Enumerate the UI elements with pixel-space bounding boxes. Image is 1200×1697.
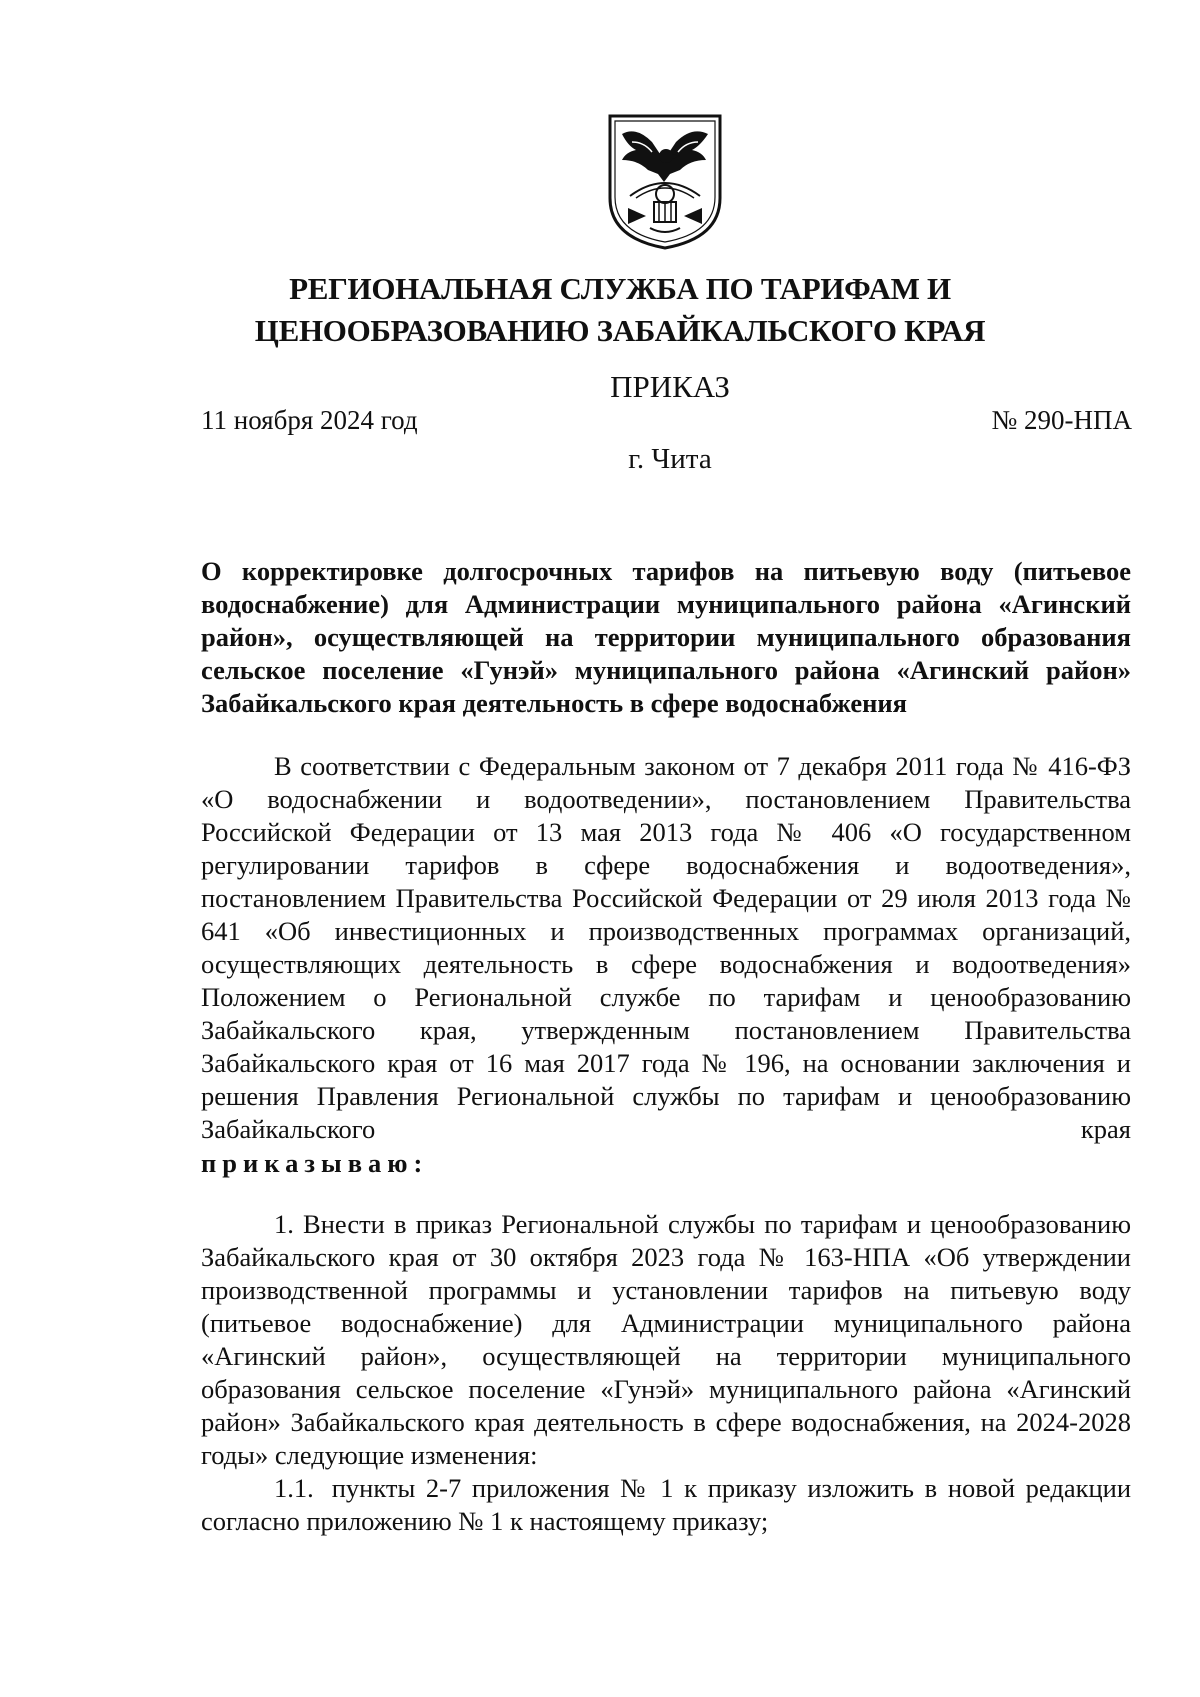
preamble-paragraph: В соответствии с Федеральным законом от 7 декабря 2011 года № 416-ФЗ «О водоснабжении и водоотведении», постановлением Правительства Российской Федерации от 13 мая 2013 года № 406 «О государственном регулировании тарифов в сфере водоснабжения и водоотведения», постановлением Правительства Российской Федерации от 29 июля 2013 года № 641 «Об инвестиционных и производственных программах организаций, осуществляющих деятельность в сфере водоснабжения и водоотведения» Положением о Региональной службе по тарифам и ценообразованию Забайкальского края, утвержденным постановлением Правительства Забайкальского края от 16 мая 2017 года № 196, на основании заключения и решения Правления Региональной службы по тарифам и ценообразованию Забайкальского края [201, 751, 1131, 1144]
coat-of-arms-emblem [606, 112, 724, 252]
document-subject: О корректировке долгосрочных тарифов на питьевую воду (питьевое водоснабжение) для Администрации муниципального района «Агинский район», осуществляющей на территории муниципального образования сельское поселение «Гунэй» муниципального района «Агинский район» Забайкальского края деятельность в сфере водоснабжения [201, 556, 1131, 718]
item-1-1-number: 1.1. [274, 1473, 314, 1503]
item-1-paragraph: 1. Внести в приказ Региональной службы по тарифам и ценообразованию Забайкальского края от 30 октября 2023 года № 163-НПА «Об утверждении производственной программы и установлении тарифов на питьевую воду (питьевое водоснабжение) для Администрации муниципального района «Агинский район», осуществляющей на территории муниципального образования сельское поселение «Гунэй» муниципального района «Агинский район» Забайкальского края деятельность в сфере водоснабжения, на 2024-2028 годы» следующие изменения: [201, 1209, 1131, 1470]
document-date: 11 ноября 2024 год [201, 405, 418, 435]
agency-title [180, 268, 1060, 352]
decree-word: приказываю: [201, 1148, 429, 1178]
document-type: ПРИКАЗ [610, 369, 730, 404]
agency-title-line-1: РЕГИОНАЛЬНАЯ СЛУЖБА ПО ТАРИФАМ И [289, 271, 951, 306]
item-1-1-text: пункты 2-7 приложения № 1 к приказу изложить в новой редакции согласно приложению № 1 к настоящему приказу; [201, 1473, 1131, 1536]
item-1-1-paragraph [201, 1472, 1131, 1538]
document-number: № 290-НПА [991, 405, 1132, 435]
document-city: г. Чита [628, 443, 712, 475]
agency-title-line-2: ЦЕНООБРАЗОВАНИЮ ЗАБАЙКАЛЬСКОГО КРАЯ [254, 313, 986, 348]
